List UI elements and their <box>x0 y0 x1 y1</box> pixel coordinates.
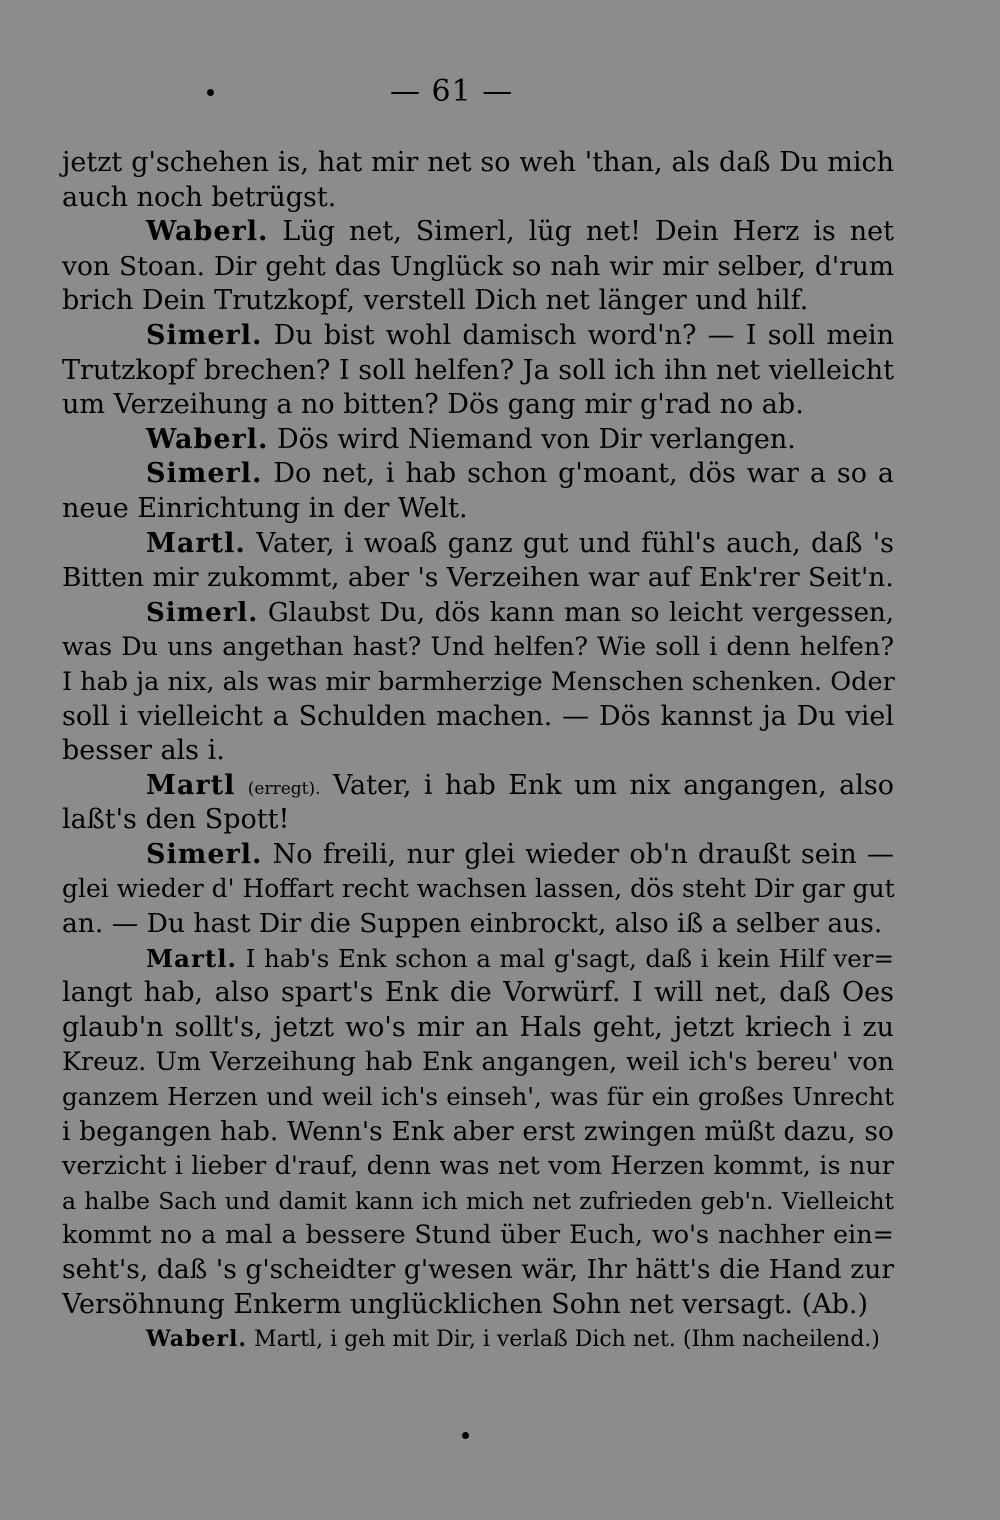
text-line <box>62 734 894 769</box>
line-text: Martl, i geh mit Dir, i verlaß Dich net. (Ihm nacheilend.) <box>254 1327 880 1353</box>
speaker-name: Waberl. <box>146 1326 248 1353</box>
text-line <box>62 1184 894 1219</box>
text-line <box>62 215 894 250</box>
line-text: um Verzeihung a no bitten? Dös gang mir g'rad no ab. <box>62 389 804 421</box>
text-line <box>62 146 894 181</box>
line-text: ganzem Herzen und weil ich's einseh', was für ein großes Unrecht <box>62 1082 894 1112</box>
text-line <box>62 1011 894 1046</box>
line-text: Vater, i hab Enk um nix angangen, also <box>333 769 894 801</box>
line-text: neue Einrichtung in der Welt. <box>62 492 468 524</box>
text-line <box>62 1045 894 1080</box>
print-speck-dot <box>462 1432 469 1439</box>
text-line <box>62 976 894 1011</box>
text-line <box>62 1080 894 1115</box>
text-line <box>62 1322 894 1357</box>
text-line <box>62 769 894 804</box>
line-text: besser als i. <box>62 735 225 767</box>
text-line <box>62 561 894 596</box>
text-line <box>62 1149 894 1184</box>
text-line <box>62 319 894 354</box>
line-text: Dös wird Niemand von Dir verlangen. <box>277 423 796 455</box>
text-line <box>62 181 894 216</box>
speaker-name: Martl. <box>146 527 246 559</box>
line-text: jetzt g'schehen is, hat mir net so weh 'than, als daß Du mich <box>62 147 894 178</box>
line-text: an. — Du hast Dir die Suppen einbrockt, also iß a selber aus. <box>62 908 883 940</box>
text-line <box>62 1253 894 1288</box>
text-line <box>62 1218 894 1253</box>
text-line <box>62 1288 894 1323</box>
text-line <box>62 250 894 285</box>
text-line <box>62 942 894 977</box>
text-line <box>62 907 894 942</box>
line-text: von Stoan. Dir geht das Unglück so nah wir mir selber, d'rum <box>62 250 894 282</box>
speaker-name: Simerl. <box>146 838 263 870</box>
text-line <box>62 803 894 838</box>
speaker-name: Martl <box>146 769 236 801</box>
line-text: glei wieder d' Hoffart recht wachsen lassen, dös steht Dir gar gut <box>62 874 895 904</box>
speaker-name: Simerl. <box>146 319 263 351</box>
line-text: Do net, i hab schon g'moant, dös war a so a <box>273 458 894 490</box>
line-text: Glaubst Du, dös kann man so leicht vergessen, <box>267 597 894 628</box>
speaker-name: Martl. <box>146 943 238 973</box>
text-line <box>62 423 894 458</box>
line-text: Versöhnung Enkerm unglücklichen Sohn net versagt. (Ab.) <box>62 1288 869 1320</box>
line-text: Du bist wohl damisch word'n? — I soll mein <box>273 319 894 351</box>
line-text: Bitten mir zukommt, aber 's Verzeihen war auf Enk'rer Seit'n. <box>62 562 894 594</box>
stage-direction: (erregt). <box>247 778 321 799</box>
text-line <box>62 872 894 907</box>
line-text: I hab's Enk schon a mal g'sagt, daß i kein Hilf ver= <box>245 943 894 973</box>
text-line <box>62 665 894 700</box>
line-text: i begangen hab. Wenn's Enk aber erst zwingen müßt dazu, so <box>62 1115 894 1147</box>
text-line <box>62 284 894 319</box>
text-line <box>62 354 894 389</box>
text-line <box>62 630 894 665</box>
line-text: auch noch betrügst. <box>62 181 337 213</box>
speaker-name: Waberl. <box>146 423 269 455</box>
speaker-name: Simerl. <box>146 458 263 490</box>
line-text: Lüg net, Simerl, lüg net! Dein Herz is net <box>282 216 894 248</box>
speaker-name: Simerl. <box>146 597 259 628</box>
line-text: kommt no a mal a bessere Stund über Euch, wo's nachher ein= <box>62 1220 894 1251</box>
line-text: verzicht i lieber d'rauf, denn was net vom Herzen kommt, is nur <box>62 1151 894 1182</box>
text-line <box>62 700 894 735</box>
page-number: — 61 — <box>390 74 514 109</box>
text-line <box>62 388 894 423</box>
line-text: soll i vielleicht a Schulden machen. — Dös kannst ja Du viel <box>62 700 894 732</box>
line-text: laßt's den Spott! <box>62 804 290 836</box>
text-line <box>62 596 894 631</box>
line-text: brich Dein Trutzkopf, verstell Dich net länger und hilf. <box>62 285 809 317</box>
text-line <box>62 1115 894 1150</box>
line-text: Trutzkopf brechen? I soll helfen? Ja soll ich ihn net vielleicht <box>62 354 894 386</box>
line-text: a halbe Sach und damit kann ich mich net zufrieden geb'n. Vielleicht <box>62 1186 894 1215</box>
text-line <box>62 838 894 873</box>
text-line <box>62 492 894 527</box>
line-text: seht's, daß 's g'scheidter g'wesen wär, Ihr hätt's die Hand zur <box>62 1254 894 1285</box>
dialogue-text <box>62 146 894 1357</box>
line-text: langt hab, also spart's Enk die Vorwürf. I will net, daß Oes <box>62 977 894 1009</box>
line-text: Vater, i woaß ganz gut und fühl's auch, daß 's <box>256 527 894 559</box>
line-text: was Du uns angethan hast? Und helfen? Wie soll i denn helfen? <box>62 632 894 663</box>
line-text: Kreuz. Um Verzeihung hab Enk angangen, weil ich's bereu' von <box>62 1047 894 1078</box>
page-header <box>0 70 1000 114</box>
speaker-name: Waberl. <box>146 216 269 248</box>
line-text: glaub'n sollt's, jetzt wo's mir an Hals geht, jetzt kriech i zu <box>62 1011 894 1043</box>
line-text: No freili, nur glei wieder ob'n draußt sein — <box>272 838 894 870</box>
text-line <box>62 527 894 562</box>
text-line <box>62 457 894 492</box>
line-text: I hab ja nix, als was mir barmherzige Menschen schenken. Oder <box>62 666 895 697</box>
